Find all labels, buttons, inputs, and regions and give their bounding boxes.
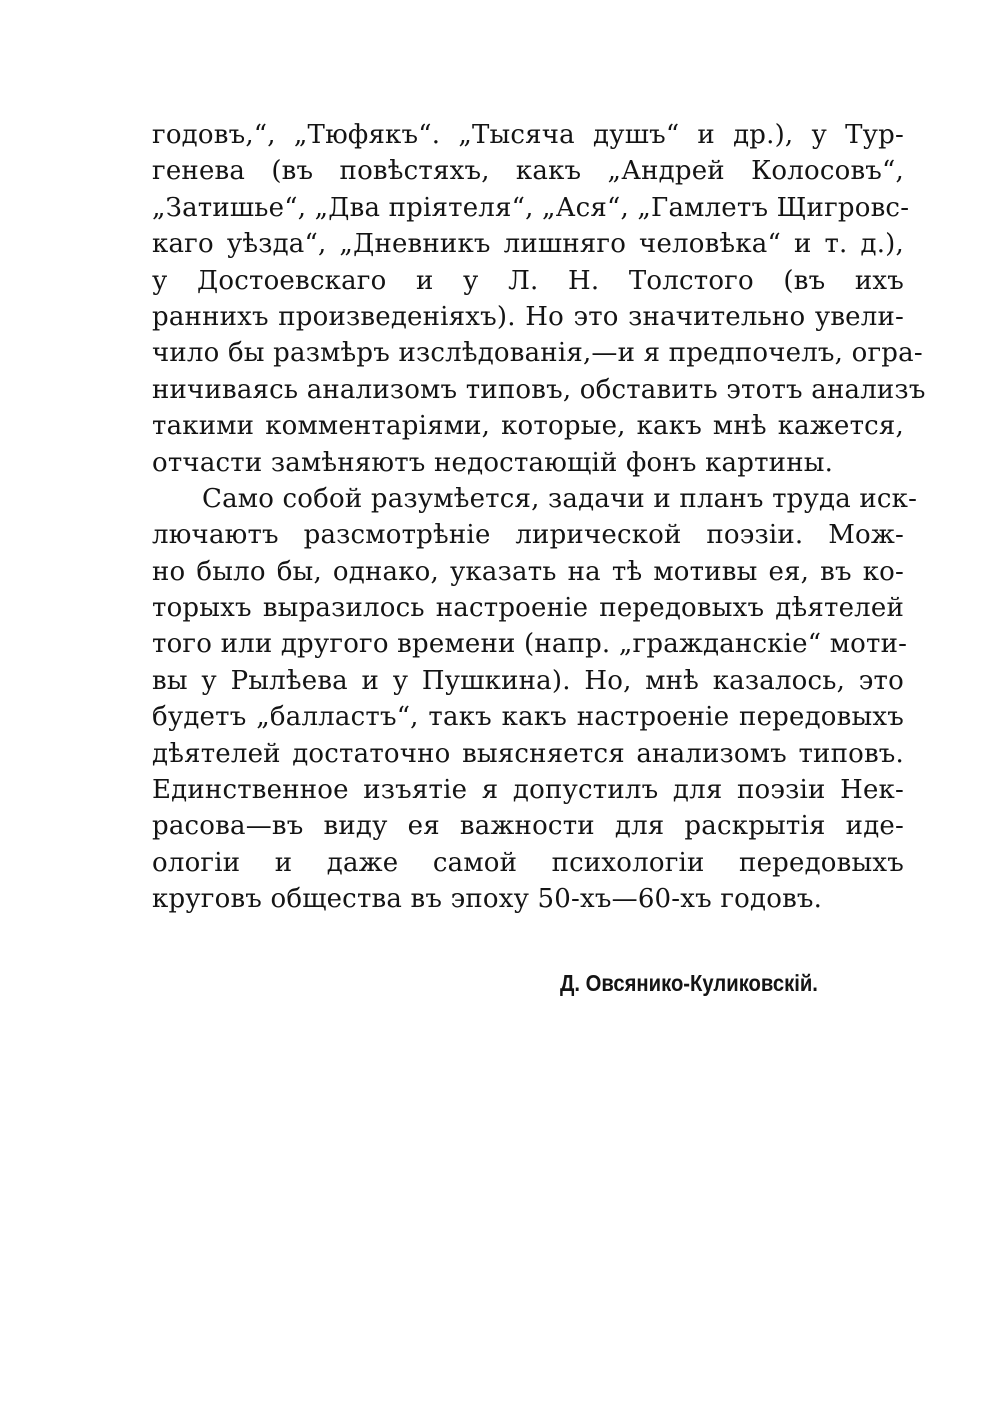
author-signature: Д. Овсянико-Куликовскій. xyxy=(560,970,818,996)
text-line: каго уѣзда“, „Дневникъ лишняго человѣка“ и т. д.), xyxy=(152,229,904,260)
text-line: раннихъ произведеніяхъ). Но это значительно увели- xyxy=(152,301,904,332)
paragraph-2 xyxy=(152,481,918,918)
body-text xyxy=(152,117,926,918)
text-line: будетъ „балластъ“, такъ какъ настроеніе передовыхъ xyxy=(152,702,904,733)
text-line: торыхъ выразилось настроеніе передовыхъ дѣятелей xyxy=(152,593,904,624)
text-line: но было бы, однако, указать на тѣ мотивы ея, въ ко- xyxy=(152,556,904,587)
text-line: ничиваясь анализомъ типовъ, обставить этотъ анализъ xyxy=(152,374,926,405)
text-line: вы у Рылѣева и у Пушкина). Но, мнѣ казалось, это xyxy=(152,665,904,696)
text-line: такими комментаріями, которые, какъ мнѣ кажется, xyxy=(152,411,904,442)
paragraph-1 xyxy=(152,117,926,481)
text-line: чило бы размѣръ изслѣдованія,—и я предпочелъ, огра- xyxy=(152,338,923,369)
text-line: Единственное изъятіе я допустилъ для поэзіи Нек- xyxy=(152,775,904,806)
text-line: у Достоевскаго и у Л. Н. Толстого (въ ихъ xyxy=(152,265,904,296)
text-line: отчасти замѣняютъ недостающій фонъ картины. xyxy=(152,447,834,478)
text-line: того или другого времени (напр. „гражданскіе“ моти- xyxy=(152,629,908,660)
text-line: расова—въ виду ея важности для раскрытія иде- xyxy=(152,811,904,842)
text-line: лючаютъ разсмотрѣніе лирической поэзіи. Мож- xyxy=(152,520,904,551)
text-line: ологіи и даже самой психологіи передовыхъ xyxy=(152,847,904,878)
text-line: круговъ общества въ эпоху 50-хъ—60-хъ годовъ. xyxy=(152,884,823,915)
text-line: годовъ,“, „Тюфякъ“. „Тысяча душъ“ и др.), у Тур- xyxy=(152,120,904,150)
text-line: Само собой разумѣется, задачи и планъ труда иск- xyxy=(202,483,918,514)
text-line: „Затишье“, „Два пріятеля“, „Ася“, „Гамлетъ Щигровс- xyxy=(152,192,910,223)
text-line: дѣятелей достаточно выясняется анализомъ типовъ. xyxy=(152,738,904,769)
text-line: генева (въ повѣстяхъ, какъ „Андрей Колосовъ“, xyxy=(152,156,904,187)
